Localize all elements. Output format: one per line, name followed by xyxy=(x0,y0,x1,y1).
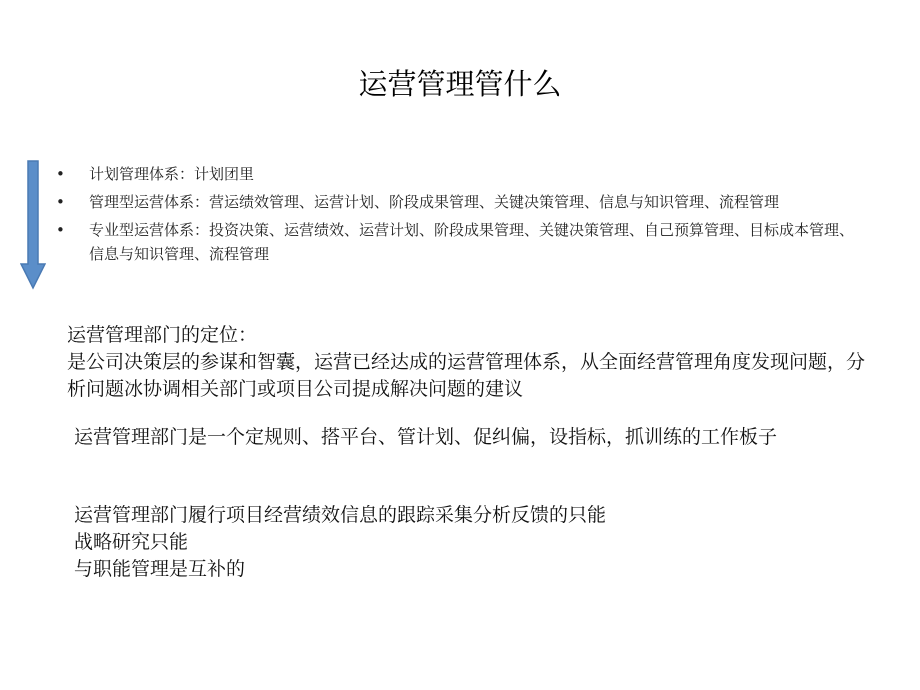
slide-title: 运营管理管什么 xyxy=(358,67,562,101)
role-text: 运营管理部门是一个定规则、搭平台、管计划、促纠偏，设指标，抓训练的工作板子 xyxy=(74,426,778,448)
bullet-dot: • xyxy=(56,193,65,211)
bullet-item xyxy=(56,218,866,266)
bullet-dot: • xyxy=(56,221,65,239)
function-line: 战略研究只能 xyxy=(74,531,189,553)
down-arrow-icon xyxy=(20,160,46,290)
positioning-text: 是公司决策层的参谋和智囊，运营已经达成的运营管理体系，从全面经营管理角度发现问题，分析问题冰协调相关部门或项目公司提成解决问题的建议 xyxy=(67,351,866,400)
functions-block xyxy=(74,502,874,583)
bullet-text: 专业型运营体系：投资决策、运营绩效、运营计划、阶段成果管理、关键决策管理、自己预算管理、目标成本管理、信息与知识管理、流程管理 xyxy=(89,221,855,263)
bullet-list xyxy=(56,162,866,270)
bullet-text: 管理型运营体系：营运绩效管理、运营计划、阶段成果管理、关键决策管理、信息与知识管理、流程管理 xyxy=(89,193,780,211)
function-line: 运营管理部门履行项目经营绩效信息的跟踪采集分析反馈的只能 xyxy=(74,504,607,526)
bullet-text: 计划管理体系：计划团里 xyxy=(89,165,255,183)
bullet-item xyxy=(56,162,866,186)
bullet-dot: • xyxy=(56,165,65,183)
positioning-block xyxy=(67,322,877,403)
positioning-heading: 运营管理部门的定位： xyxy=(67,324,258,346)
function-line: 与职能管理是互补的 xyxy=(74,558,246,580)
role-block xyxy=(74,424,874,451)
bullet-item xyxy=(56,190,866,214)
